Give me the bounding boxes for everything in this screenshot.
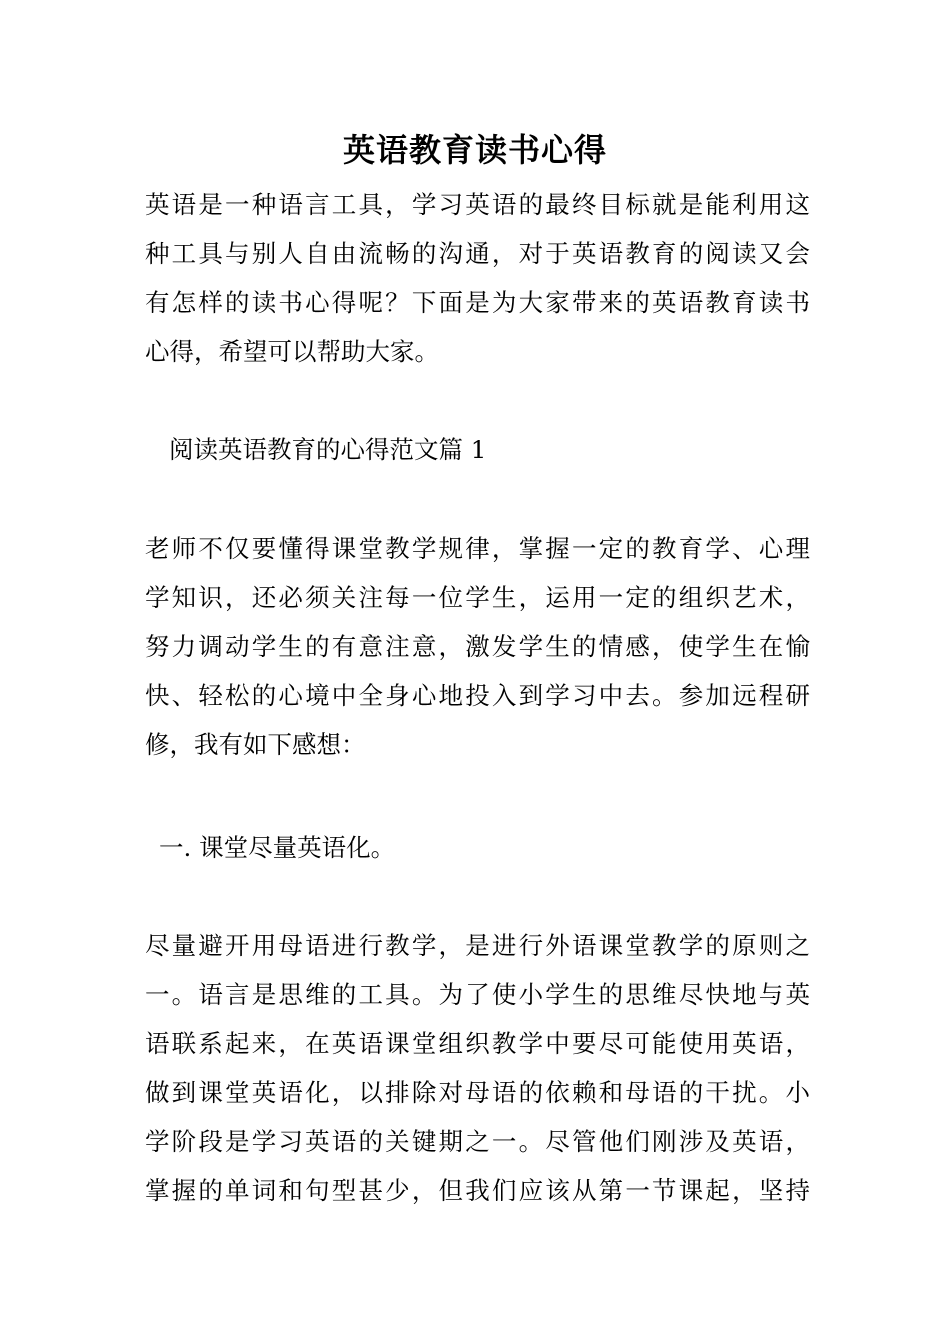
paragraph-line: 尽量避开用母语进行教学，是进行外语课堂教学的原则之 <box>145 931 810 960</box>
paragraph-line: 一。语言是思维的工具。为了使小学生的思维尽快地与英 <box>145 980 810 1009</box>
paragraph-line: 掌握的单词和句型甚少，但我们应该从第一节课起，坚持 <box>145 1176 810 1205</box>
paragraph-line: 学阶段是学习英语的关键期之一。尽管他们刚涉及英语， <box>145 1127 810 1156</box>
section-heading: 阅读英语教育的心得范文篇 1 <box>169 435 487 464</box>
paragraph-line: 做到课堂英语化，以排除对母语的依赖和母语的干扰。小 <box>145 1078 810 1107</box>
paragraph-1 <box>145 524 810 769</box>
paragraph-line: 努力调动学生的有意注意，激发学生的情感，使学生在愉 <box>145 632 810 661</box>
paragraph-line: 老师不仅要懂得课堂教学规律，掌握一定的教育学、心理 <box>145 534 810 563</box>
section-heading-block <box>145 425 810 474</box>
intro-paragraph <box>145 180 810 376</box>
paragraph-2 <box>145 921 810 1215</box>
intro-line: 有怎样的读书心得呢？下面是为大家带来的英语教育读书 <box>145 288 810 317</box>
point-heading: 一. 课堂尽量英语化。 <box>159 833 396 862</box>
paragraph-line: 修，我有如下感想： <box>145 730 366 759</box>
point-heading-block <box>145 823 810 872</box>
paragraph-line: 学知识，还必须关注每一位学生，运用一定的组织艺术， <box>145 583 810 612</box>
paragraph-line: 语联系起来，在英语课堂组织教学中要尽可能使用英语， <box>145 1029 810 1058</box>
intro-line: 英语是一种语言工具，学习英语的最终目标就是能利用这 <box>145 190 810 219</box>
intro-line: 心得，希望可以帮助大家。 <box>145 337 439 366</box>
paragraph-line: 快、轻松的心境中全身心地投入到学习中去。参加远程研 <box>145 681 810 710</box>
document-title: 英语教育读书心得 <box>342 131 607 169</box>
intro-line: 种工具与别人自由流畅的沟通，对于英语教育的阅读又会 <box>145 239 810 268</box>
